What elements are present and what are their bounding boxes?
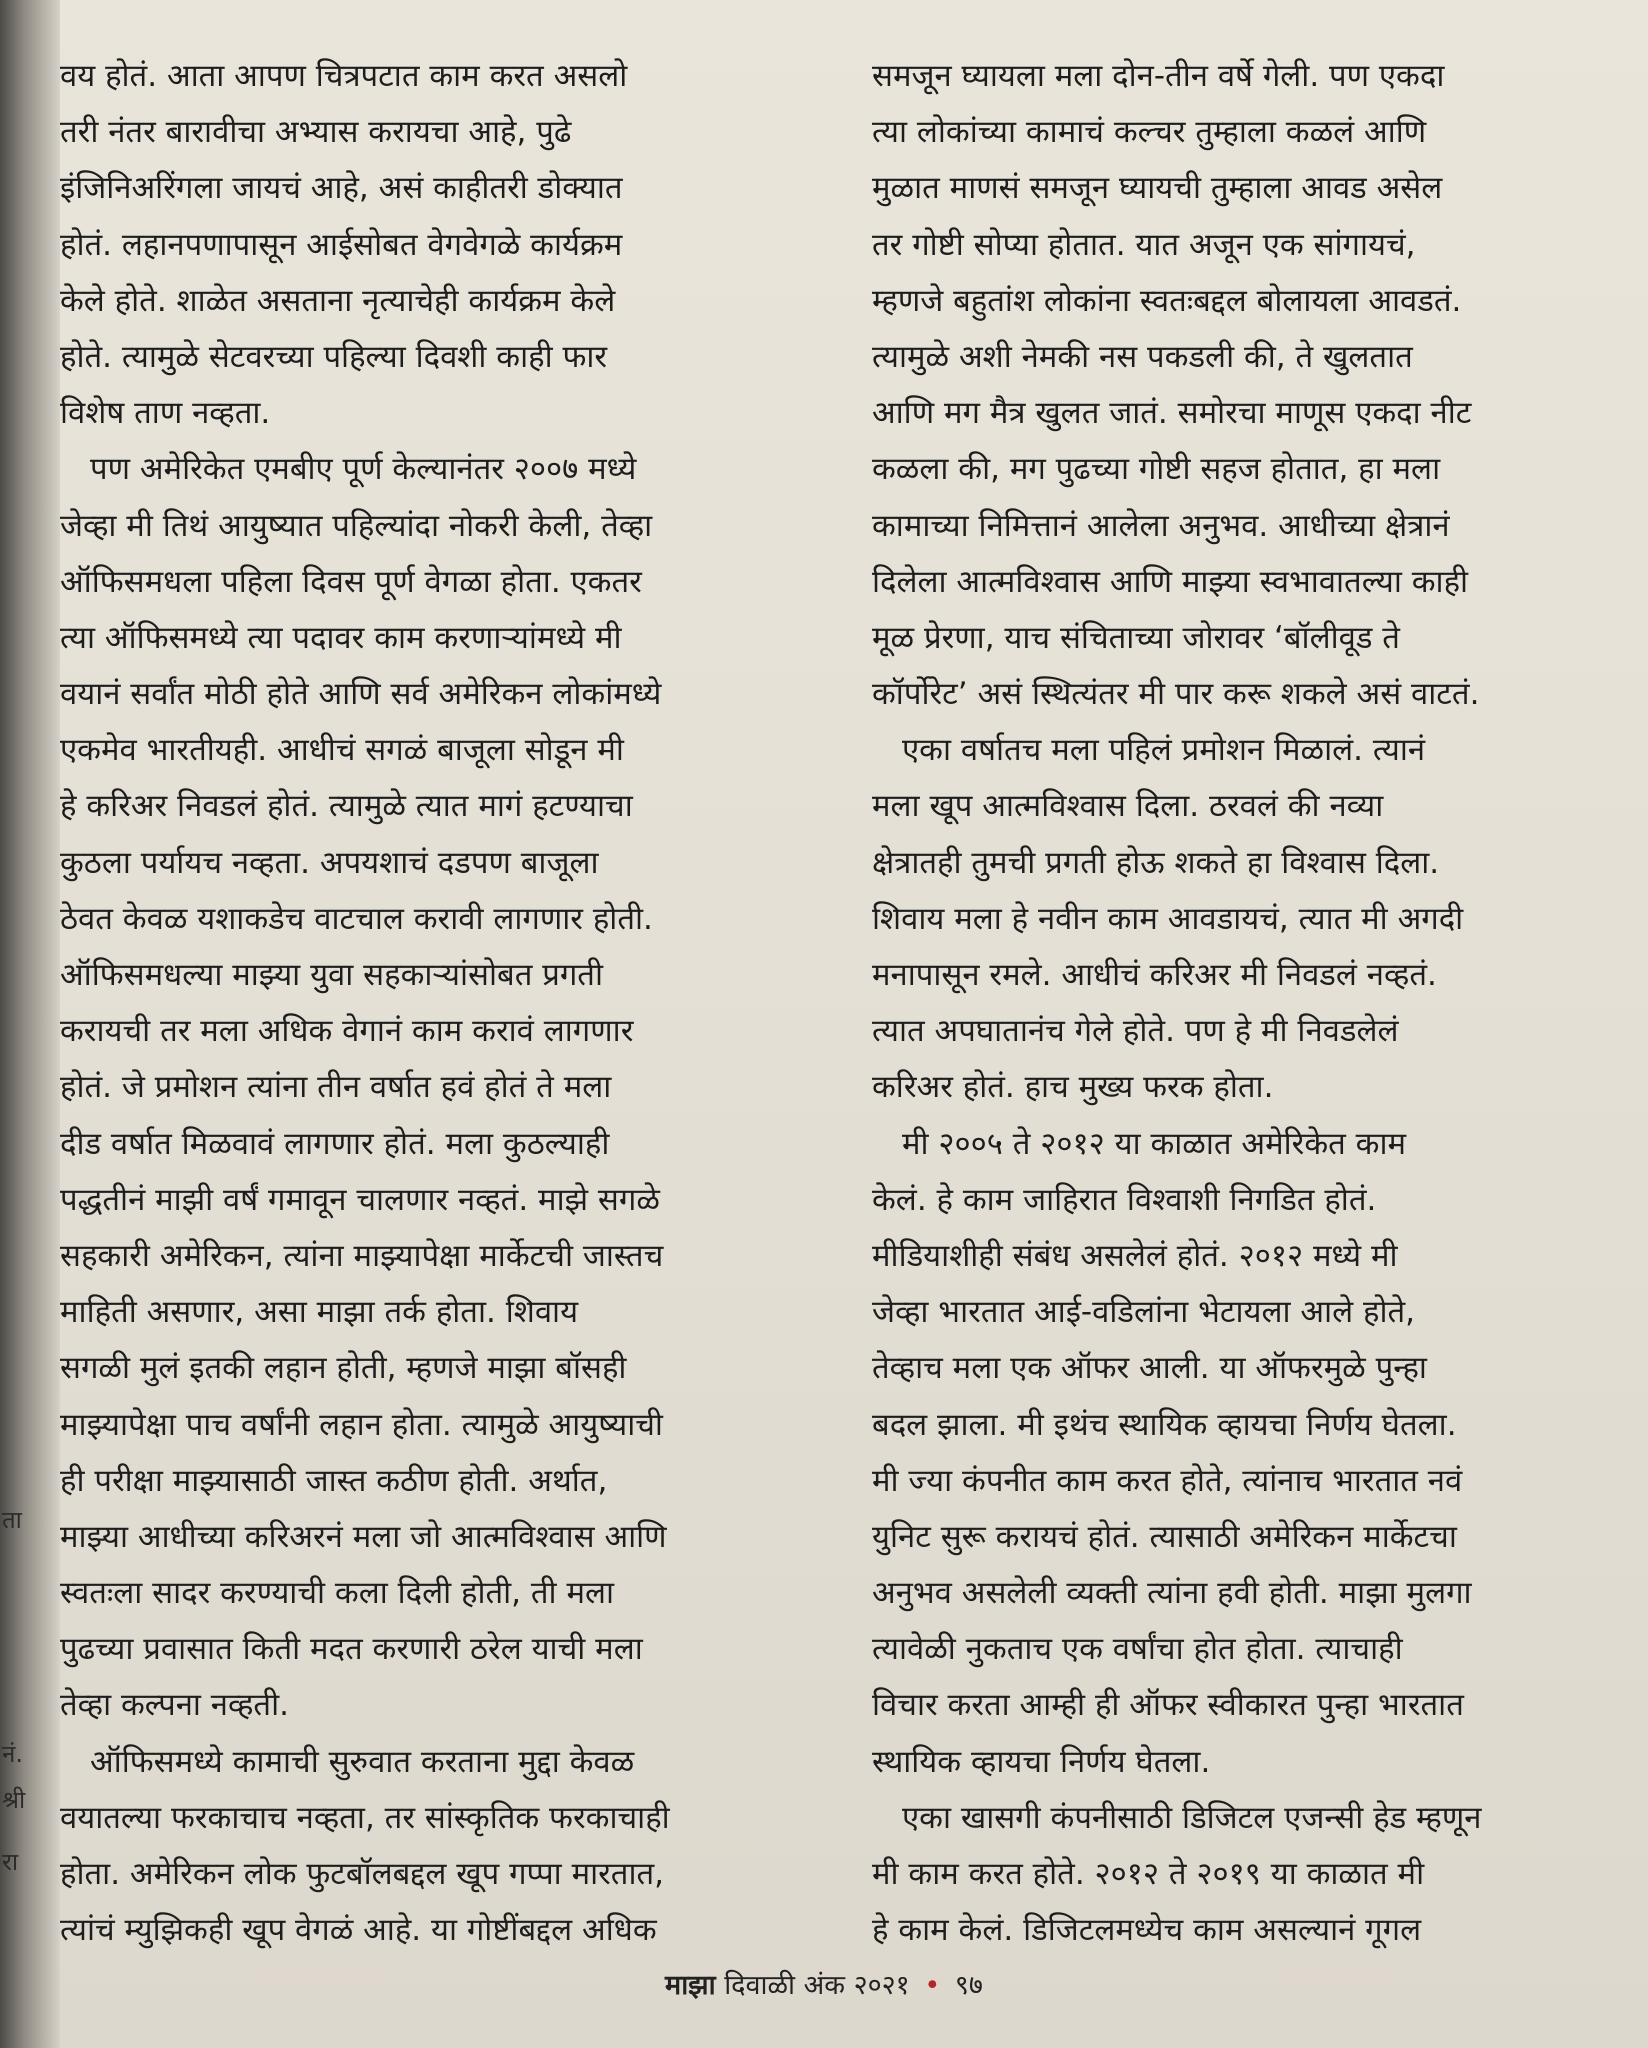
text-line: पण अमेरिकेत एमबीए पूर्ण केल्यानंतर २००७ मध्ये: [90, 451, 637, 488]
margin-fragment: ता: [2, 1506, 22, 1534]
text-line: त्यावेळी नुकताच एक वर्षांचा होत होता. त्याचाही: [872, 1631, 1403, 1668]
text-line: कामाच्या निमित्तानं आलेला अनुभव. आधीच्या क्षेत्रानं: [872, 507, 1450, 544]
text-line: मी २००५ ते २०१२ या काळात अमेरिकेत काम: [902, 1125, 1407, 1162]
text-line: हे काम केलं. डिजिटलमध्येच काम असल्यानं गूगल: [872, 1912, 1422, 1949]
text-line: हे करिअर निवडलं होतं. त्यामुळे त्यात मागं हटण्याचा: [60, 788, 633, 825]
text-line: अनुभव असलेली व्यक्ती त्यांना हवी होती. माझा मुलगा: [872, 1575, 1472, 1612]
text-line: वय होतं. आता आपण चित्रपटात काम करत असलो: [60, 58, 628, 94]
text-line: स्थायिक व्हायचा निर्णय घेतला.: [872, 1743, 1211, 1780]
text-line: पुढच्या प्रवासात किती मदत करणारी ठरेल याची मला: [60, 1631, 643, 1668]
text-line: ठेवत केवळ यशाकडेच वाटचाल करावी लागणार होती.: [60, 900, 653, 937]
text-line: वयानं सर्वांत मोठी होते आणि सर्व अमेरिकन लोकांमध्ये: [60, 676, 662, 713]
text-line: त्यांचं म्युझिकही खूप वेगळं आहे. या गोष्टींबद्दल अधिक: [60, 1912, 657, 1949]
text-line: इंजिनिअरिंगला जायचं आहे, असं काहीतरी डोक्यात: [60, 170, 623, 207]
text-line: करिअर होतं. हाच मुख्य फरक होता.: [872, 1069, 1274, 1106]
margin-fragment: रा: [2, 1848, 19, 1876]
text-line: विचार करता आम्ही ही ऑफर स्वीकारत पुन्हा भारतात: [872, 1687, 1464, 1724]
text-line: कळला की, मग पुढच्या गोष्टी सहज होतात, हा मला: [872, 451, 1441, 488]
issue-title: दिवाळी अंक २०२१: [724, 1970, 910, 2001]
text-line: ही परीक्षा माझ्यासाठी जास्त कठीण होती. अर्थात,: [60, 1462, 608, 1499]
page-footer: [0, 1965, 1648, 2002]
text-line: विशेष ताण नव्हता.: [60, 395, 271, 432]
text-line: सगळी मुलं इतकी लहान होती, म्हणजे माझा बॉसही: [60, 1350, 627, 1387]
text-line: म्हणजे बहुतांश लोकांना स्वतःबद्दल बोलायला आवडतं.: [872, 282, 1462, 319]
left-text-column: [60, 48, 820, 1958]
text-line: शिवाय मला हे नवीन काम आवडायचं, त्यात मी अगदी: [872, 900, 1464, 937]
text-line: दिलेला आत्मविश्वास आणि माझ्या स्वभावातल्या काही: [872, 563, 1469, 600]
text-line: तर गोष्टी सोप्या होतात. यात अजून एक सांगायचं,: [872, 226, 1416, 263]
text-line: माझ्यापेक्षा पाच वर्षांनी लहान होता. त्यामुळे आयुष्याची: [60, 1406, 663, 1443]
text-line: मला खूप आत्मविश्वास दिला. ठरवलं की नव्या: [872, 788, 1384, 825]
text-line: होतं. लहानपणापासून आईसोबत वेगवेगळे कार्यक्रम: [60, 226, 623, 263]
text-line: तरी नंतर बारावीचा अभ्यास करायचा आहे, पुढे: [60, 114, 572, 151]
text-line: स्वतःला सादर करण्याची कला दिली होती, ती मला: [60, 1575, 615, 1612]
text-line: जेव्हा मी तिथं आयुष्यात पहिल्यांदा नोकरी केली, तेव्हा: [60, 507, 653, 544]
margin-fragment: नं.: [2, 1740, 23, 1768]
text-line: एका खासगी कंपनीसाठी डिजिटल एजन्सी हेड म्हणून: [902, 1799, 1482, 1836]
text-line: मनापासून रमले. आधीचं करिअर मी निवडलं नव्हतं.: [872, 957, 1437, 993]
text-line: मीडियाशीही संबंध असलेलं होतं. २०१२ मध्ये मी: [872, 1237, 1398, 1274]
text-line: ऑफिसमधल्या माझ्या युवा सहकाऱ्यांसोबत प्रगती: [60, 957, 604, 993]
text-line: समजून घ्यायला मला दोन-तीन वर्षे गेली. पण एकदा: [872, 58, 1445, 94]
text-line: एकमेव भारतीयही. आधीचं सगळं बाजूला सोडून मी: [60, 732, 624, 769]
text-line: माहिती असणार, असा माझा तर्क होता. शिवाय: [60, 1294, 579, 1331]
text-line: कॉर्पोरेट’ असं स्थित्यंतर मी पार करू शकले असं वाटतं.: [872, 676, 1480, 713]
text-line: आणि मग मैत्र खुलत जातं. समोरचा माणूस एकदा नीट: [872, 395, 1472, 432]
margin-fragment: श्री: [2, 1786, 26, 1814]
text-line: तेव्हा कल्पना नव्हती.: [60, 1687, 289, 1724]
text-line: त्या ऑफिसमध्ये त्या पदावर काम करणाऱ्यांमध्ये मी: [60, 619, 622, 656]
text-line: केलं. हे काम जाहिरात विश्वाशी निगडित होतं.: [872, 1181, 1377, 1218]
text-line: केले होते. शाळेत असताना नृत्याचेही कार्यक्रम केले: [60, 282, 616, 319]
text-line: मुळात माणसं समजून घ्यायची तुम्हाला आवड असेल: [872, 170, 1443, 207]
text-line: तेव्हाच मला एक ऑफर आली. या ऑफरमुळे पुन्हा: [872, 1350, 1427, 1387]
text-line: जेव्हा भारतात आई-वडिलांना भेटायला आले होते,: [872, 1294, 1415, 1331]
text-line: होते. त्यामुळे सेटवरच्या पहिल्या दिवशी काही फार: [60, 338, 608, 375]
text-line: मूळ प्रेरणा, याच संचिताच्या जोरावर ‘बॉलीवूड ते: [872, 619, 1400, 656]
magazine-name: माझा: [665, 1970, 716, 2001]
text-line: करायची तर मला अधिक वेगानं काम करावं लागणार: [60, 1013, 634, 1050]
text-line: युनिट सुरू करायचं होतं. त्यासाठी अमेरिकन मार्केटचा: [872, 1518, 1457, 1555]
text-line: सहकारी अमेरिकन, त्यांना माझ्यापेक्षा मार्केटची जास्तच: [60, 1237, 664, 1274]
text-line: होतं. जे प्रमोशन त्यांना तीन वर्षात हवं होतं ते मला: [60, 1069, 612, 1106]
text-line: होता. अमेरिकन लोक फुटबॉलबद्दल खूप गप्पा मारतात,: [60, 1856, 665, 1892]
text-line: दीड वर्षात मिळवावं लागणार होतं. मला कुठल्याही: [60, 1125, 610, 1162]
text-line: एका वर्षातच मला पहिलं प्रमोशन मिळालं. त्यानं: [902, 732, 1426, 769]
right-text-column: [872, 48, 1648, 1958]
text-line: माझ्या आधीच्या करिअरनं मला जो आत्मविश्वास आणि: [60, 1518, 667, 1555]
text-line: ऑफिसमधला पहिला दिवस पूर्ण वेगळा होता. एकतर: [60, 563, 642, 600]
text-line: ऑफिसमध्ये कामाची सुरुवात करताना मुद्दा केवळ: [90, 1743, 635, 1780]
page-number: ९७: [954, 1970, 983, 2001]
text-line: बदल झाला. मी इथंच स्थायिक व्हायचा निर्णय घेतला.: [872, 1406, 1457, 1443]
text-line: कुठला पर्यायच नव्हता. अपयशाचं दडपण बाजूला: [60, 844, 599, 881]
text-line: त्या लोकांच्या कामाचं कल्चर तुम्हाला कळलं आणि: [872, 114, 1427, 151]
text-line: वयातल्या फरकाचाच नव्हता, तर सांस्कृतिक फरकाचाही: [60, 1799, 670, 1836]
text-line: त्यात अपघातानंच गेले होते. पण हे मी निवडलेलं: [872, 1013, 1399, 1050]
text-line: त्यामुळे अशी नेमकी नस पकडली की, ते खुलतात: [872, 338, 1413, 375]
text-line: मी ज्या कंपनीत काम करत होते, त्यांनाच भारतात नवं: [872, 1462, 1463, 1499]
text-line: पद्धतीनं माझी वर्षं गमावून चालणार नव्हतं. माझे सगळे: [60, 1181, 660, 1218]
footer-bullet: •: [924, 1970, 941, 2001]
text-line: क्षेत्रातही तुमची प्रगती होऊ शकते हा विश्वास दिला.: [872, 844, 1440, 881]
text-line: मी काम करत होते. २०१२ ते २०१९ या काळात मी: [872, 1856, 1425, 1892]
